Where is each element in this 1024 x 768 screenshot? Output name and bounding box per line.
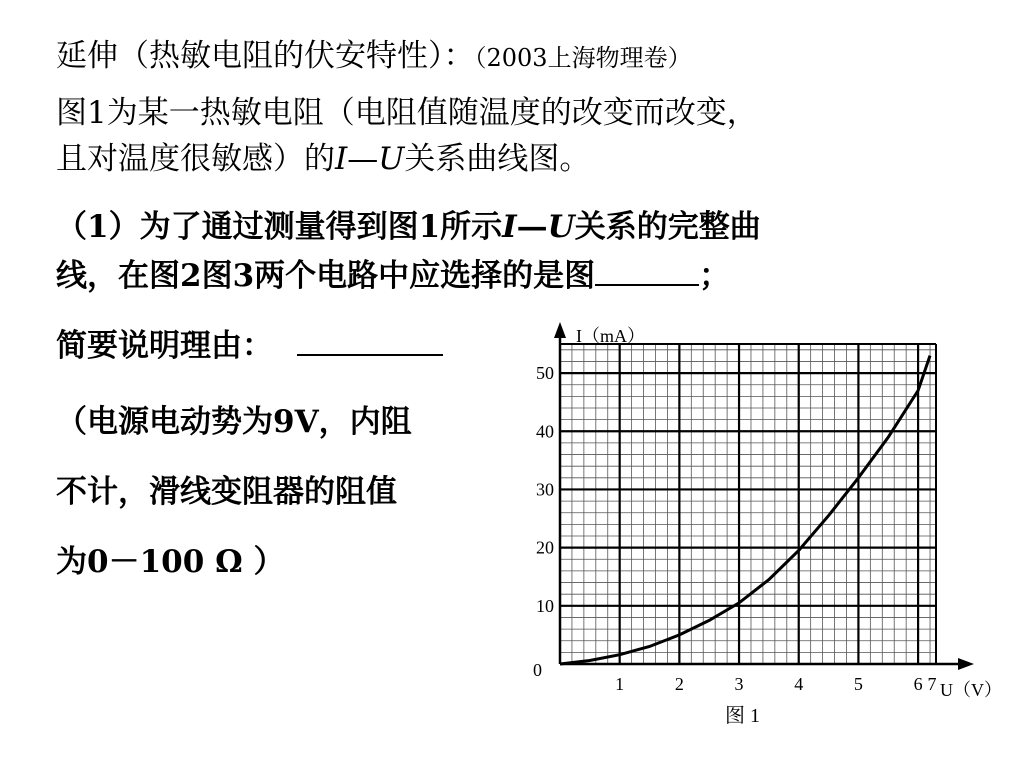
grid-minor bbox=[560, 344, 936, 664]
x-axis-label: U（V） bbox=[940, 680, 1002, 700]
question-text-2: 线，在图2图3两个电路中应选择的是图 bbox=[56, 258, 596, 294]
title-line bbox=[56, 38, 692, 76]
x-tick-label: 1 bbox=[615, 674, 625, 694]
note-text-1: （电源电动势为9V，内阻 bbox=[56, 404, 412, 440]
x-tick-label: 4 bbox=[794, 674, 804, 694]
reason-label: 简要说明理由： bbox=[56, 328, 273, 364]
title-text: 延伸（热敏电阻的伏安特性）： bbox=[56, 38, 475, 74]
question-line-6 bbox=[56, 544, 284, 580]
note-text-3: 为0－100 Ω ） bbox=[56, 544, 285, 580]
y-tick-label: 0 bbox=[533, 660, 542, 680]
question-symbol-u: U bbox=[547, 209, 575, 245]
y-tick-label: 40 bbox=[536, 421, 554, 442]
x-tick-label: 5 bbox=[853, 674, 863, 694]
grid-major bbox=[560, 344, 936, 664]
question-line-5 bbox=[56, 474, 397, 510]
question-line-2 bbox=[56, 258, 730, 294]
answer-blank-circuit[interactable] bbox=[595, 258, 699, 286]
intro-symbol-u: U bbox=[378, 141, 405, 177]
intro-symbol-i: I bbox=[335, 141, 348, 177]
y-tick-label: 50 bbox=[536, 363, 554, 384]
question-line-3 bbox=[56, 328, 443, 364]
y-tick-label: 30 bbox=[536, 479, 554, 500]
source-text: （2003上海物理卷） bbox=[474, 44, 692, 72]
question-text-1a: （1）为了通过测量得到图1所示 bbox=[56, 209, 503, 245]
y-tick-label: 10 bbox=[536, 595, 554, 616]
intro-text-3a: 且对温度很敏感）的 bbox=[56, 141, 335, 177]
question-line-1 bbox=[56, 209, 761, 245]
x-tick-label: 6 bbox=[913, 674, 923, 694]
x-axis-arrow bbox=[958, 658, 974, 670]
x-tick-label: 7 bbox=[927, 674, 937, 694]
chart-title: 图 1 bbox=[725, 705, 760, 727]
question-symbol-i: I bbox=[502, 209, 517, 245]
y-axis-label: I（mA） bbox=[576, 326, 645, 346]
question-dash: — bbox=[516, 209, 548, 245]
tick-labels bbox=[533, 363, 937, 694]
intro-text-3b: 关系曲线图。 bbox=[404, 141, 591, 177]
question-line-4 bbox=[56, 404, 412, 440]
x-tick-label: 3 bbox=[734, 674, 744, 694]
y-axis-arrow bbox=[554, 322, 566, 338]
note-text-2: 不计，滑线变阻器的阻值 bbox=[56, 474, 397, 510]
x-tick-label: 2 bbox=[674, 674, 684, 694]
intro-dash: — bbox=[347, 141, 379, 177]
y-tick-label: 20 bbox=[536, 537, 554, 558]
intro-line-2 bbox=[56, 95, 758, 131]
intro-line-3 bbox=[56, 141, 590, 177]
answer-blank-reason[interactable] bbox=[297, 328, 443, 356]
intro-text-2: 图1为某一热敏电阻（电阻值随温度的改变而改变， bbox=[56, 95, 758, 131]
iu-curve-chart bbox=[520, 312, 1020, 752]
question-text-1b: 关系的完整曲 bbox=[574, 209, 761, 245]
question-text-2-end: ； bbox=[699, 258, 731, 294]
